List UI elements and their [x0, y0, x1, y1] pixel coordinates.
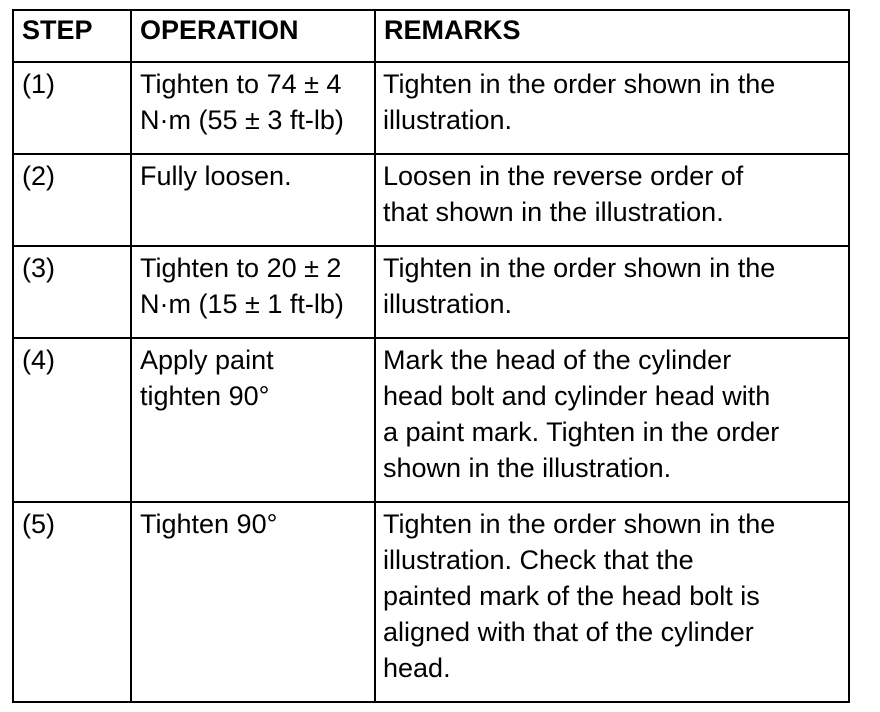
remarks-line: Tighten in the order shown in the: [383, 69, 776, 99]
step-cell: (3): [13, 246, 131, 338]
table-row: [13, 62, 849, 154]
step-cell: (2): [13, 154, 131, 246]
step-cell: (1): [13, 62, 131, 154]
table-row: [13, 338, 849, 502]
operation-line: Apply paint: [140, 345, 274, 375]
remarks-line: head bolt and cylinder head with: [383, 381, 771, 411]
remarks-line: painted mark of the head bolt is: [383, 581, 760, 611]
operation-line: Tighten to 74 ± 4: [140, 69, 342, 99]
operation-line: Tighten 90°: [140, 509, 278, 539]
remarks-line: that shown in the illustration.: [383, 197, 724, 227]
remarks-line: a paint mark. Tighten in the order: [383, 417, 780, 447]
table-row: [13, 246, 849, 338]
header-remarks: REMARKS: [375, 10, 849, 62]
operation-line: N·m (15 ± 1 ft-lb): [140, 289, 344, 319]
remarks-line: head.: [383, 653, 451, 683]
operation-line: Tighten to 20 ± 2: [140, 253, 342, 283]
remarks-cell: [375, 502, 849, 702]
remarks-cell: [375, 154, 849, 246]
table-row: [13, 154, 849, 246]
header-row: [13, 10, 849, 62]
header-step: STEP: [13, 10, 131, 62]
operation-cell: [131, 246, 375, 338]
remarks-line: Mark the head of the cylinder: [383, 345, 732, 375]
step-cell: (5): [13, 502, 131, 702]
remarks-line: aligned with that of the cylinder: [383, 617, 754, 647]
step-cell: (4): [13, 338, 131, 502]
table-row: [13, 502, 849, 702]
remarks-line: illustration.: [383, 289, 513, 319]
operation-cell: [131, 154, 375, 246]
table-body: [13, 62, 849, 702]
operation-cell: [131, 502, 375, 702]
remarks-line: Tighten in the order shown in the: [383, 509, 776, 539]
operation-line: N·m (55 ± 3 ft-lb): [140, 105, 344, 135]
remarks-line: Tighten in the order shown in the: [383, 253, 776, 283]
remarks-line: Loosen in the reverse order of: [383, 161, 744, 191]
remarks-cell: [375, 62, 849, 154]
remarks-line: illustration. Check that the: [383, 545, 694, 575]
operation-line: tighten 90°: [140, 381, 270, 411]
procedure-table: [12, 9, 850, 703]
remarks-cell: [375, 338, 849, 502]
remarks-line: illustration.: [383, 105, 513, 135]
remarks-cell: [375, 246, 849, 338]
operation-cell: [131, 338, 375, 502]
operation-cell: [131, 62, 375, 154]
operation-line: Fully loosen.: [140, 161, 292, 191]
header-operation: OPERATION: [131, 10, 375, 62]
remarks-line: shown in the illustration.: [383, 453, 672, 483]
